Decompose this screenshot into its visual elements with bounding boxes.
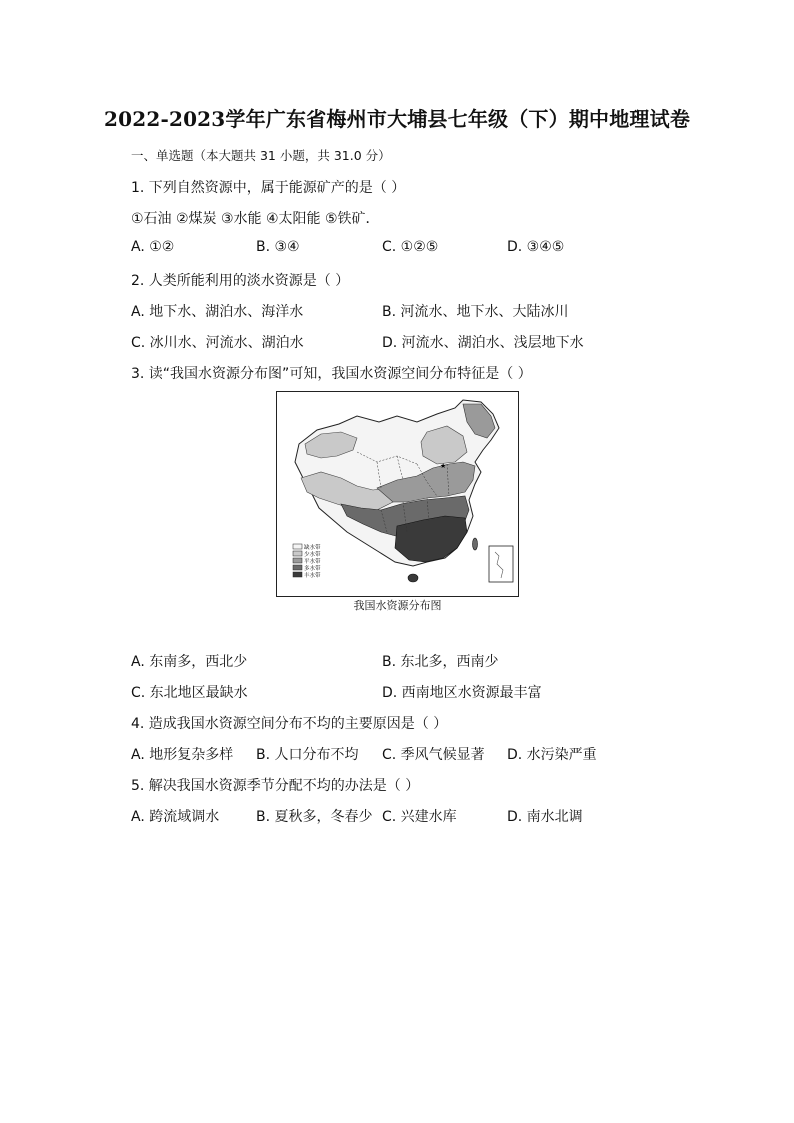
legend-label: 丰水带 — [304, 573, 321, 579]
q1-option-c[interactable]: C. ①②⑤ — [382, 239, 439, 255]
water-resource-map — [276, 391, 519, 597]
question-1-items: ①石油 ②煤炭 ③水能 ④太阳能 ⑤铁矿． — [131, 211, 380, 227]
q3-option-a[interactable]: A. 东南多，西北少 — [131, 654, 248, 670]
legend-swatch — [293, 572, 302, 577]
question-5-stem: 5. 解决我国水资源季节分配不均的办法是（ ） — [131, 778, 420, 794]
map-legend — [293, 543, 321, 579]
q3-option-b[interactable]: B. 东北多，西南少 — [382, 654, 499, 670]
q4-option-c[interactable]: C. 季风气候显著 — [382, 747, 485, 763]
q3-option-d[interactable]: D. 西南地区水资源最丰富 — [382, 685, 542, 701]
question-1-stem: 1. 下列自然资源中，属于能源矿产的是（ ） — [131, 180, 406, 196]
capital-star-icon: ★ — [440, 462, 447, 470]
question-2-stem: 2. 人类所能利用的淡水资源是（ ） — [131, 273, 350, 289]
q4-option-d[interactable]: D. 水污染严重 — [507, 747, 597, 763]
legend-swatch — [293, 558, 302, 563]
q5-option-c[interactable]: C. 兴建水库 — [382, 809, 457, 825]
q3-option-c[interactable]: C. 东北地区最缺水 — [131, 685, 248, 701]
taiwan-island — [473, 538, 478, 550]
legend-swatch — [293, 544, 302, 549]
q1-option-a[interactable]: A. ①② — [131, 239, 175, 255]
south-sea-inset — [489, 546, 513, 582]
q2-option-c[interactable]: C. 冰川水、河流水、湖泊水 — [131, 335, 304, 351]
legend-swatch — [293, 565, 302, 570]
q5-option-b[interactable]: B. 夏秋多，冬春少 — [256, 809, 373, 825]
q5-option-a[interactable]: A. 跨流域调水 — [131, 809, 220, 825]
legend-label: 少水带 — [304, 552, 321, 558]
q2-option-d[interactable]: D. 河流水、湖泊水、浅层地下水 — [382, 335, 584, 351]
q2-option-a[interactable]: A. 地下水、湖泊水、海洋水 — [131, 304, 304, 320]
q4-option-b[interactable]: B. 人口分布不均 — [256, 747, 359, 763]
question-3-stem: 3. 读“我国水资源分布图”可知，我国水资源空间分布特征是（ ） — [131, 366, 532, 382]
q4-option-a[interactable]: A. 地形复杂多样 — [131, 747, 234, 763]
q1-option-d[interactable]: D. ③④⑤ — [507, 239, 565, 255]
hainan-island — [408, 574, 418, 582]
q1-option-b[interactable]: B. ③④ — [256, 239, 300, 255]
q5-option-d[interactable]: D. 南水北调 — [507, 809, 583, 825]
legend-swatch — [293, 551, 302, 556]
section-heading: 一、单选题（本大题共 31 小题，共 31.0 分） — [131, 148, 391, 163]
page-title: 2022-2023学年广东省梅州市大埔县七年级（下）期中地理试卷 — [103, 107, 691, 131]
china-map-figure — [277, 392, 518, 596]
legend-label: 缺水带 — [304, 545, 321, 551]
legend-label: 平水带 — [304, 559, 321, 565]
question-4-stem: 4. 造成我国水资源空间分布不均的主要原因是（ ） — [131, 716, 448, 732]
q2-option-b[interactable]: B. 河流水、地下水、大陆冰川 — [382, 304, 569, 320]
map-caption: 我国水资源分布图 — [353, 599, 442, 612]
legend-label: 多水带 — [304, 566, 321, 572]
